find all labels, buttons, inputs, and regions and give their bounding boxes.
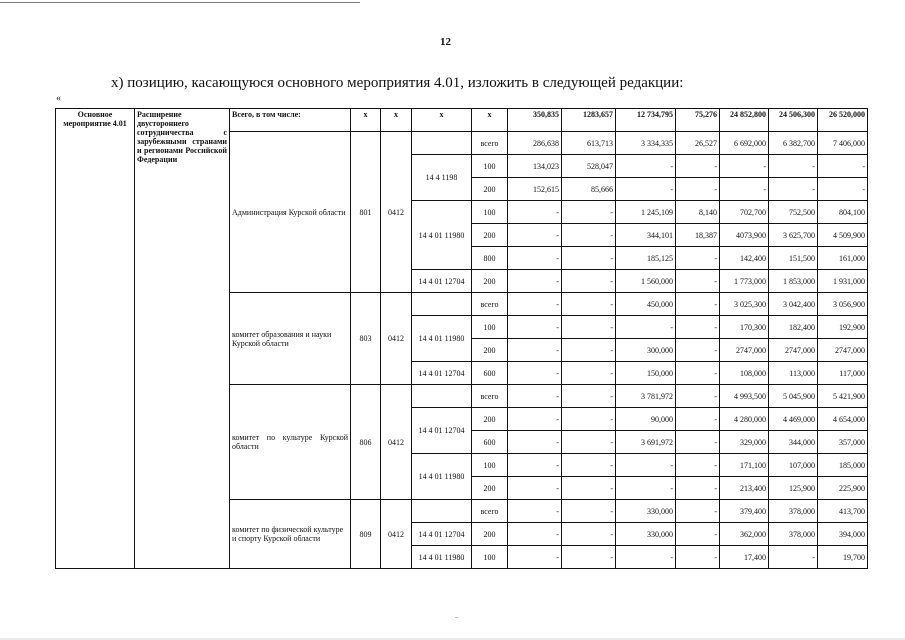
value-cell: 125,900 (769, 477, 818, 500)
value-cell: 6 692,000 (720, 132, 769, 155)
grbs-code-cell: 803 (351, 293, 381, 385)
agency-name-cell: комитет образования и науки Курской области (230, 293, 351, 385)
value-cell: 171,100 (720, 454, 769, 477)
value-cell: - (562, 500, 616, 523)
value-cell: 2747,000 (769, 339, 818, 362)
vr-code-cell: 100 (472, 316, 508, 339)
value-cell: 4 654,000 (818, 408, 868, 431)
vr-code-cell: всего (472, 385, 508, 408)
value-cell: 362,000 (720, 523, 769, 546)
value-cell: - (508, 224, 562, 247)
value-cell: 6 382,700 (769, 132, 818, 155)
vr-code-cell: 600 (472, 431, 508, 454)
value-cell: 151,500 (769, 247, 818, 270)
value-cell: - (508, 201, 562, 224)
total-value-cell: 24 852,800 (720, 109, 769, 132)
value-cell: 142,400 (720, 247, 769, 270)
scan-speck (455, 617, 458, 618)
total-value-cell: 350,835 (508, 109, 562, 132)
csr-code-cell: 14 4 01 11980 (412, 546, 472, 569)
vr-code-cell: 800 (472, 247, 508, 270)
csr-code-cell (412, 132, 472, 155)
value-cell: - (676, 385, 720, 408)
event-label-cell: Основное мероприятие 4.01 (56, 109, 135, 569)
value-cell: 286,638 (508, 132, 562, 155)
value-cell: - (562, 477, 616, 500)
value-cell: - (508, 385, 562, 408)
vr-code-cell: всего (472, 293, 508, 316)
value-cell: 804,100 (818, 201, 868, 224)
value-cell: 378,000 (769, 500, 818, 523)
value-cell: 3 334,335 (616, 132, 676, 155)
agency-name-cell: Администрация Курской области (230, 132, 351, 293)
total-value-cell: 26 520,000 (818, 109, 868, 132)
value-cell: - (616, 155, 676, 178)
value-cell: 528,047 (562, 155, 616, 178)
value-cell: - (562, 247, 616, 270)
value-cell: 7 406,000 (818, 132, 868, 155)
value-cell: 1 931,000 (818, 270, 868, 293)
vr-code-cell: 600 (472, 362, 508, 385)
value-cell: 170,300 (720, 316, 769, 339)
total-label-cell: Всего, в том числе: (230, 109, 351, 132)
value-cell: 192,900 (818, 316, 868, 339)
value-cell: 3 781,972 (616, 385, 676, 408)
csr-code-cell: 14 4 1198 (412, 155, 472, 201)
value-cell: - (720, 155, 769, 178)
value-cell: 3 042,400 (769, 293, 818, 316)
total-value-cell: 75,276 (676, 109, 720, 132)
value-cell: 5 045,900 (769, 385, 818, 408)
value-cell: - (676, 431, 720, 454)
csr-code-cell (412, 500, 472, 523)
value-cell: - (508, 316, 562, 339)
value-cell: - (616, 316, 676, 339)
value-cell: 26,527 (676, 132, 720, 155)
value-cell: 19,700 (818, 546, 868, 569)
value-cell: 4 469,000 (769, 408, 818, 431)
csr-code-cell (412, 293, 472, 316)
value-cell: - (562, 454, 616, 477)
value-cell: 17,400 (720, 546, 769, 569)
value-cell: 4 509,900 (818, 224, 868, 247)
value-cell: - (562, 431, 616, 454)
value-cell: - (508, 523, 562, 546)
csr-code-cell: 14 4 01 11980 (412, 201, 472, 270)
top-rule (0, 2, 360, 3)
value-cell: 108,000 (720, 362, 769, 385)
total-value-cell: 24 506,300 (769, 109, 818, 132)
csr-code-cell: 14 4 01 12704 (412, 270, 472, 293)
value-cell: - (676, 316, 720, 339)
value-cell: 378,000 (769, 523, 818, 546)
total-value-cell: 12 734,795 (616, 109, 676, 132)
vr-code-cell: всего (472, 500, 508, 523)
value-cell: - (818, 178, 868, 201)
value-cell: 182,400 (769, 316, 818, 339)
value-cell: - (562, 362, 616, 385)
value-cell: - (508, 408, 562, 431)
value-cell: - (769, 155, 818, 178)
value-cell: 3 025,300 (720, 293, 769, 316)
value-cell: - (508, 431, 562, 454)
value-cell: 3 056,900 (818, 293, 868, 316)
section-code-cell: 0412 (381, 293, 412, 385)
vr-code-cell: 200 (472, 477, 508, 500)
value-cell: 344,101 (616, 224, 676, 247)
value-cell: - (508, 339, 562, 362)
value-cell: 90,000 (616, 408, 676, 431)
value-cell: 4073,900 (720, 224, 769, 247)
value-cell: - (676, 155, 720, 178)
value-cell: 1 245,109 (616, 201, 676, 224)
value-cell: - (676, 247, 720, 270)
value-cell: 413,700 (818, 500, 868, 523)
table-header-row (56, 109, 868, 132)
value-cell: - (676, 270, 720, 293)
value-cell: 2747,000 (720, 339, 769, 362)
value-cell: 330,000 (616, 523, 676, 546)
value-cell: 107,000 (769, 454, 818, 477)
value-cell: 3 625,700 (769, 224, 818, 247)
value-cell: 379,400 (720, 500, 769, 523)
value-cell: 329,000 (720, 431, 769, 454)
value-cell: 113,000 (769, 362, 818, 385)
value-cell: - (508, 362, 562, 385)
section-code-cell: 0412 (381, 132, 412, 293)
value-cell: - (676, 362, 720, 385)
value-cell: - (720, 178, 769, 201)
value-cell: - (676, 500, 720, 523)
vr-code-cell: 100 (472, 454, 508, 477)
value-cell: 1 773,000 (720, 270, 769, 293)
page-number: 12 (440, 36, 451, 48)
value-cell: - (508, 454, 562, 477)
instruction-text: х) позицию, касающуюся основного мероприятия 4.01, изложить в следующей редакции: (111, 75, 684, 91)
value-cell: 152,615 (508, 178, 562, 201)
value-cell: 134,023 (508, 155, 562, 178)
value-cell: - (676, 477, 720, 500)
grbs-code-cell: 801 (351, 132, 381, 293)
grbs-code-cell: 806 (351, 385, 381, 500)
value-cell: 330,000 (616, 500, 676, 523)
value-cell: - (769, 178, 818, 201)
vr-code-cell: 200 (472, 270, 508, 293)
value-cell: - (676, 523, 720, 546)
value-cell: - (562, 270, 616, 293)
value-cell: 4 280,000 (720, 408, 769, 431)
value-cell: - (508, 270, 562, 293)
value-cell: - (508, 293, 562, 316)
vr-code-cell: 200 (472, 339, 508, 362)
grbs-code-cell: 809 (351, 500, 381, 569)
value-cell: - (616, 454, 676, 477)
value-cell: 18,387 (676, 224, 720, 247)
value-cell: - (676, 454, 720, 477)
value-cell: 450,000 (616, 293, 676, 316)
csr-code-cell (412, 385, 472, 408)
value-cell: - (562, 408, 616, 431)
vr-code-cell: 200 (472, 523, 508, 546)
value-cell: - (676, 293, 720, 316)
section-code-cell: 0412 (381, 385, 412, 500)
rz-x-cell: x (381, 109, 412, 132)
value-cell: - (676, 546, 720, 569)
value-cell: - (676, 408, 720, 431)
csr-code-cell: 14 4 01 12704 (412, 408, 472, 454)
value-cell: - (508, 500, 562, 523)
value-cell: 150,000 (616, 362, 676, 385)
value-cell: - (508, 247, 562, 270)
value-cell: - (562, 523, 616, 546)
budget-table (55, 108, 868, 569)
value-cell: 3 691,972 (616, 431, 676, 454)
csr-code-cell: 14 4 01 11980 (412, 454, 472, 500)
value-cell: 2747,000 (818, 339, 868, 362)
value-cell: 185,125 (616, 247, 676, 270)
opening-quote: « (56, 93, 61, 104)
value-cell: 1 853,000 (769, 270, 818, 293)
agency-name-cell: комитет по физической культуре и спорту Курской области (230, 500, 351, 569)
csr-code-cell: 14 4 01 11980 (412, 316, 472, 362)
value-cell: 117,000 (818, 362, 868, 385)
value-cell: - (818, 155, 868, 178)
value-cell: - (562, 316, 616, 339)
vr-code-cell: 200 (472, 408, 508, 431)
value-cell: - (508, 546, 562, 569)
value-cell: 752,500 (769, 201, 818, 224)
section-code-cell: 0412 (381, 500, 412, 569)
total-value-cell: 1283,657 (562, 109, 616, 132)
csr-code-cell: 14 4 01 12704 (412, 523, 472, 546)
value-cell: - (676, 178, 720, 201)
value-cell: - (616, 546, 676, 569)
agency-name-cell: комитет по культуре Курской области (230, 385, 351, 500)
value-cell: - (562, 385, 616, 408)
value-cell: 225,900 (818, 477, 868, 500)
value-cell: 300,000 (616, 339, 676, 362)
value-cell: 5 421,900 (818, 385, 868, 408)
value-cell: 213,400 (720, 477, 769, 500)
value-cell: 702,700 (720, 201, 769, 224)
value-cell: - (562, 201, 616, 224)
csr-code-cell: 14 4 01 12704 (412, 362, 472, 385)
value-cell: 394,000 (818, 523, 868, 546)
value-cell: 344,000 (769, 431, 818, 454)
value-cell: - (676, 339, 720, 362)
csr-x-cell: x (412, 109, 472, 132)
value-cell: - (562, 224, 616, 247)
value-cell: - (508, 477, 562, 500)
event-description-cell: Расширение двустороннего сотрудничества с зарубежными странами и регионами Российской Федерации (135, 109, 230, 569)
value-cell: 1 560,000 (616, 270, 676, 293)
vr-x-cell: x (472, 109, 508, 132)
value-cell: - (562, 339, 616, 362)
grbs-x-cell: x (351, 109, 381, 132)
value-cell: 185,000 (818, 454, 868, 477)
value-cell: - (769, 546, 818, 569)
value-cell: 613,713 (562, 132, 616, 155)
value-cell: 8,140 (676, 201, 720, 224)
vr-code-cell: 100 (472, 155, 508, 178)
value-cell: 357,000 (818, 431, 868, 454)
vr-code-cell: 100 (472, 201, 508, 224)
value-cell: - (562, 546, 616, 569)
value-cell: 161,000 (818, 247, 868, 270)
value-cell: 4 993,500 (720, 385, 769, 408)
vr-code-cell: 200 (472, 178, 508, 201)
value-cell: - (616, 477, 676, 500)
value-cell: 85,666 (562, 178, 616, 201)
value-cell: - (616, 178, 676, 201)
value-cell: - (562, 293, 616, 316)
vr-code-cell: всего (472, 132, 508, 155)
vr-code-cell: 200 (472, 224, 508, 247)
vr-code-cell: 100 (472, 546, 508, 569)
